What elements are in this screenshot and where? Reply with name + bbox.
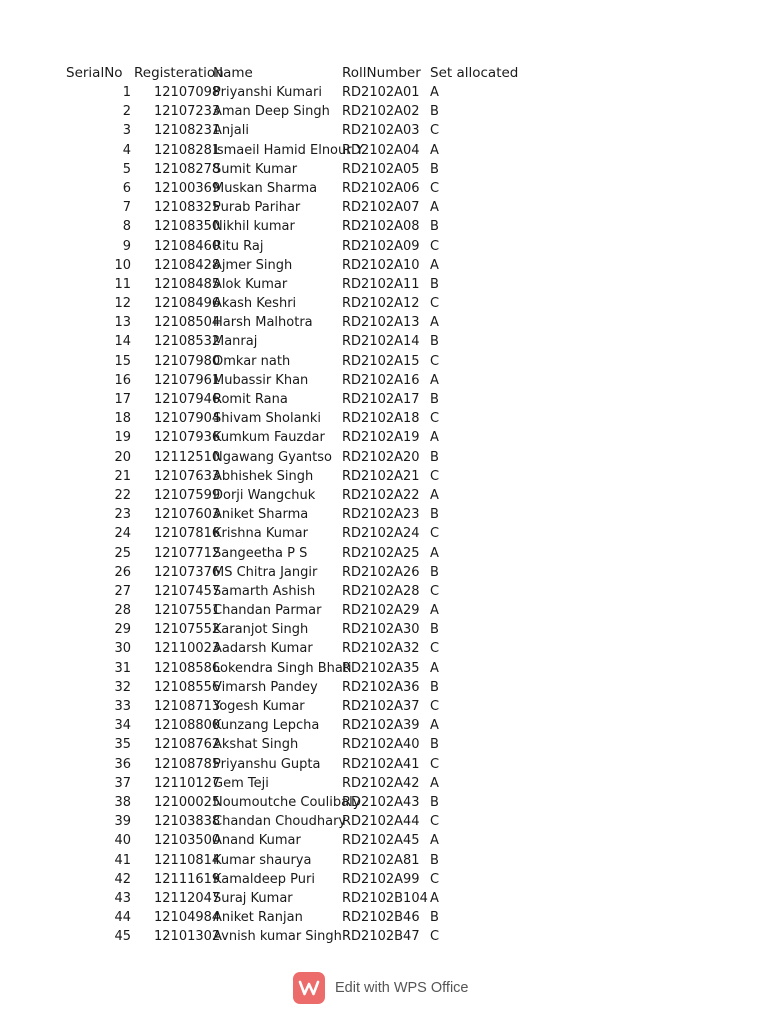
- set-cell: B: [430, 276, 439, 292]
- set-cell: B: [430, 910, 439, 926]
- roll-number-cell: RD2102A07: [342, 200, 420, 216]
- serial-cell: 9: [122, 238, 131, 254]
- table-header-row: [0, 63, 768, 83]
- roll-number-cell: RD2102A01: [342, 85, 420, 100]
- table-row: [0, 831, 768, 850]
- table-row: [0, 467, 768, 486]
- roll-number-cell: RD2102A30: [342, 622, 420, 638]
- name-cell: Manraj: [213, 334, 258, 350]
- roll-number-cell: RD2102A05: [342, 161, 420, 177]
- serial-cell: 26: [114, 564, 131, 580]
- roll-number-cell: RD2102A02: [342, 104, 420, 120]
- name-cell: Alok Kumar: [213, 276, 288, 292]
- registration-cell: 12108325: [154, 200, 221, 216]
- table-row: [0, 294, 768, 313]
- registration-cell: 12100025: [154, 794, 221, 810]
- registration-cell: 12108231: [154, 123, 221, 139]
- roll-number-cell: RD2102A03: [342, 123, 420, 139]
- set-cell: B: [430, 622, 439, 638]
- roll-number-cell: RD2102A09: [342, 238, 420, 254]
- table-row: [0, 198, 768, 217]
- name-cell: Kumar shaurya: [213, 852, 312, 868]
- roll-number-cell: RD2102B46: [342, 910, 420, 926]
- roll-number-cell: RD2102A21: [342, 468, 420, 484]
- set-cell: B: [430, 161, 439, 177]
- set-cell: C: [430, 641, 440, 657]
- set-cell: C: [430, 871, 440, 887]
- roll-number-cell: RD2102A40: [342, 737, 420, 753]
- name-cell: Karanjot Singh: [213, 622, 309, 638]
- roll-number-cell: RD2102A08: [342, 219, 420, 235]
- serial-cell: 41: [114, 852, 131, 868]
- set-cell: C: [430, 526, 440, 542]
- registration-cell: 12112047: [154, 890, 221, 906]
- set-cell: A: [430, 200, 439, 216]
- serial-cell: 44: [114, 910, 131, 926]
- name-cell: Aadarsh Kumar: [213, 641, 313, 657]
- set-cell: C: [430, 929, 440, 945]
- roll-number-cell: RD2102A41: [342, 756, 420, 772]
- table-row: [0, 908, 768, 927]
- roll-number-cell: RD2102A25: [342, 545, 420, 561]
- roll-number-cell: RD2102A23: [342, 507, 420, 523]
- registration-cell: 12111619: [154, 871, 221, 887]
- roll-number-cell: RD2102A16: [342, 372, 420, 388]
- registration-cell: 12112510: [154, 449, 221, 465]
- table-row: [0, 332, 768, 351]
- registration-cell: 12108496: [154, 296, 221, 312]
- name-cell: Nikhil kumar: [213, 219, 295, 235]
- table-row: [0, 755, 768, 774]
- name-cell: Vimarsh Pandey: [213, 679, 318, 695]
- name-cell: Anand Kumar: [213, 833, 301, 849]
- roll-number-cell: RD2102A43: [342, 794, 420, 810]
- set-cell: A: [430, 718, 439, 734]
- table-row: [0, 352, 768, 371]
- table-row: [0, 179, 768, 198]
- name-cell: Anjali: [213, 123, 249, 139]
- set-cell: A: [430, 372, 439, 388]
- serial-cell: 11: [114, 276, 131, 292]
- registration-cell: 12107552: [154, 622, 221, 638]
- registration-cell: 12107457: [154, 583, 221, 599]
- set-cell: C: [430, 756, 440, 772]
- table-row: [0, 448, 768, 467]
- serial-cell: 31: [114, 660, 131, 676]
- table-row: [0, 889, 768, 908]
- table-row: [0, 160, 768, 179]
- set-cell: C: [430, 180, 440, 196]
- roll-number-cell: RD2102A14: [342, 334, 420, 350]
- name-cell: Aniket Ranjan: [213, 910, 303, 926]
- name-cell: Sumit Kumar: [213, 161, 298, 177]
- serial-cell: 17: [114, 392, 131, 407]
- set-cell: C: [430, 583, 440, 599]
- table-row: [0, 639, 768, 658]
- table-row: [0, 121, 768, 140]
- roll-number-cell: RD2102A32: [342, 641, 420, 657]
- roll-number-cell: RD2102A19: [342, 430, 420, 446]
- name-cell: Chandan Parmar: [213, 603, 322, 619]
- table-row: [0, 774, 768, 793]
- serial-cell: 16: [114, 372, 131, 388]
- registration-cell: 12107376: [154, 564, 221, 580]
- name-cell: Omkar nath: [213, 353, 291, 369]
- roll-number-cell: RD2102A26: [342, 564, 420, 580]
- set-cell: A: [430, 315, 439, 331]
- roll-number-cell: RD2102A13: [342, 315, 420, 331]
- table-row: [0, 735, 768, 754]
- set-cell: B: [430, 737, 439, 753]
- registration-cell: 12108504: [154, 315, 221, 331]
- name-cell: Priyanshi Kumari: [213, 85, 322, 100]
- registration-cell: 12108762: [154, 737, 221, 753]
- roll-number-cell: RD2102A18: [342, 411, 420, 427]
- serial-cell: 29: [114, 622, 131, 638]
- roll-number-cell: RD2102A36: [342, 679, 420, 695]
- set-cell: B: [430, 334, 439, 350]
- registration-cell: 12107816: [154, 526, 221, 542]
- table-row: [0, 678, 768, 697]
- set-cell: A: [430, 85, 439, 100]
- set-cell: C: [430, 699, 440, 714]
- registration-cell: 12107961: [154, 372, 221, 388]
- name-cell: Kamaldeep Puri: [213, 871, 315, 887]
- registration-cell: 12110814: [154, 852, 221, 868]
- registration-cell: 12108350: [154, 219, 221, 235]
- serial-cell: 21: [114, 468, 131, 484]
- registration-cell: 12100369: [154, 180, 221, 196]
- registration-cell: 12103500: [154, 833, 221, 849]
- serial-cell: 40: [114, 833, 131, 849]
- table-row: [0, 620, 768, 639]
- table-row: [0, 217, 768, 236]
- header-registration: Registeration: [134, 65, 224, 81]
- registration-cell: 12108428: [154, 257, 221, 273]
- table-row: [0, 927, 768, 946]
- registration-cell: 12108785: [154, 756, 221, 772]
- set-cell: B: [430, 679, 439, 695]
- roll-number-cell: RD2102A37: [342, 699, 420, 714]
- header-serial: SerialNo: [66, 65, 123, 81]
- set-cell: B: [430, 392, 439, 407]
- registration-cell: 12107603: [154, 507, 221, 523]
- set-cell: A: [430, 257, 439, 273]
- roll-number-cell: RD2102A39: [342, 718, 420, 734]
- set-cell: C: [430, 411, 440, 427]
- serial-cell: 43: [114, 890, 131, 906]
- registration-cell: 12107599: [154, 487, 221, 503]
- registration-cell: 12107936: [154, 430, 221, 446]
- set-cell: A: [430, 430, 439, 446]
- set-cell: B: [430, 794, 439, 810]
- registration-cell: 12110023: [154, 641, 221, 657]
- roll-number-cell: RD2102A10: [342, 257, 420, 273]
- set-cell: B: [430, 852, 439, 868]
- registration-cell: 12108556: [154, 679, 221, 695]
- serial-cell: 38: [114, 794, 131, 810]
- table-row: [0, 851, 768, 870]
- name-cell: Suraj Kumar: [213, 890, 293, 906]
- name-cell: Romit Rana: [213, 392, 288, 407]
- table-row: [0, 390, 768, 409]
- name-cell: Avnish kumar Singh: [213, 929, 342, 945]
- serial-cell: 33: [114, 699, 131, 714]
- registration-cell: 12107098: [154, 85, 221, 100]
- serial-cell: 32: [114, 679, 131, 695]
- header-set-allocated: Set allocated: [430, 65, 519, 81]
- table-row: [0, 524, 768, 543]
- table-row: [0, 237, 768, 256]
- name-cell: Aman Deep Singh: [213, 104, 330, 120]
- name-cell: Priyanshu Gupta: [213, 756, 321, 772]
- set-cell: C: [430, 468, 440, 484]
- table-row: [0, 659, 768, 678]
- roll-number-cell: RD2102A17: [342, 392, 420, 407]
- name-cell: Aniket Sharma: [213, 507, 309, 523]
- table-row: [0, 141, 768, 160]
- table-row: [0, 870, 768, 889]
- table-row: [0, 505, 768, 524]
- serial-cell: 19: [114, 430, 131, 446]
- set-cell: C: [430, 123, 440, 139]
- name-cell: Samarth Ashish: [213, 583, 316, 599]
- roll-number-cell: RD2102A04: [342, 142, 420, 158]
- registration-cell: 12107946: [154, 392, 221, 407]
- serial-cell: 15: [114, 353, 131, 369]
- serial-cell: 28: [114, 603, 131, 619]
- set-cell: A: [430, 775, 439, 791]
- name-cell: Ismaeil Hamid Elnour Y: [213, 142, 364, 158]
- name-cell: Noumoutche Coulibaly: [213, 794, 361, 810]
- roll-number-cell: RD2102A12: [342, 296, 420, 312]
- registration-cell: 12104984: [154, 910, 221, 926]
- registration-cell: 12108281: [154, 142, 221, 158]
- serial-cell: 42: [114, 871, 131, 887]
- serial-cell: 2: [122, 104, 131, 120]
- set-cell: A: [430, 545, 439, 561]
- name-cell: Harsh Malhotra: [213, 315, 313, 331]
- name-cell: Sangeetha P S: [213, 545, 308, 561]
- header-name: Name: [213, 65, 253, 81]
- serial-cell: 14: [114, 334, 131, 350]
- set-cell: C: [430, 814, 440, 830]
- name-cell: Akash Keshri: [213, 296, 297, 312]
- table-row: [0, 601, 768, 620]
- table-row: [0, 275, 768, 294]
- roll-number-cell: RD2102A20: [342, 449, 420, 465]
- set-cell: B: [430, 219, 439, 235]
- table-row: [0, 697, 768, 716]
- name-cell: Mubassir Khan: [213, 372, 309, 388]
- roll-number-cell: RD2102A99: [342, 871, 420, 887]
- table-row: [0, 371, 768, 390]
- registration-cell: 12107712: [154, 545, 221, 561]
- table-row: [0, 563, 768, 582]
- serial-cell: 34: [114, 718, 131, 734]
- table-row: [0, 256, 768, 275]
- serial-cell: 7: [122, 200, 131, 216]
- serial-cell: 27: [114, 583, 131, 599]
- registration-cell: 12108460: [154, 238, 221, 254]
- serial-cell: 23: [114, 507, 131, 523]
- name-cell: Gem Teji: [213, 775, 269, 791]
- registration-cell: 12108278: [154, 161, 221, 177]
- roll-number-cell: RD2102A42: [342, 775, 420, 791]
- registration-cell: 12108586: [154, 660, 221, 676]
- set-cell: C: [430, 353, 440, 369]
- serial-cell: 13: [114, 315, 131, 331]
- set-cell: B: [430, 449, 439, 465]
- table-row: [0, 409, 768, 428]
- roll-number-cell: RD2102A28: [342, 583, 420, 599]
- table-body: [0, 83, 768, 946]
- set-cell: C: [430, 238, 440, 254]
- registration-cell: 12108532: [154, 334, 221, 350]
- set-cell: A: [430, 603, 439, 619]
- serial-cell: 22: [114, 487, 131, 503]
- registration-cell: 12107633: [154, 468, 221, 484]
- name-cell: Kumkum Fauzdar: [213, 430, 325, 446]
- table-row: [0, 544, 768, 563]
- registration-cell: 12108800: [154, 718, 221, 734]
- roll-number-cell: RD2102A45: [342, 833, 420, 849]
- registration-cell: 12107980: [154, 353, 221, 369]
- name-cell: Muskan Sharma: [213, 180, 318, 196]
- edit-with-wps-button[interactable]: [293, 972, 469, 1004]
- name-cell: Ritu Raj: [213, 238, 264, 254]
- serial-cell: 3: [122, 123, 131, 139]
- table-row: [0, 102, 768, 121]
- registration-cell: 12108713: [154, 699, 221, 714]
- roll-number-cell: RD2102A15: [342, 353, 420, 369]
- name-cell: Chandan Choudhary: [213, 814, 347, 830]
- roll-number-cell: RD2102A24: [342, 526, 420, 542]
- roll-number-cell: RD2102A11: [342, 276, 420, 292]
- name-cell: Ajmer Singh: [213, 257, 293, 273]
- roll-number-cell: RD2102A22: [342, 487, 420, 503]
- serial-cell: 10: [114, 257, 131, 273]
- name-cell: Dorji Wangchuk: [213, 487, 316, 503]
- set-cell: A: [430, 142, 439, 158]
- name-cell: Akshat Singh: [213, 737, 299, 753]
- serial-cell: 6: [122, 180, 131, 196]
- registration-cell: 12107904: [154, 411, 221, 427]
- serial-cell: 45: [114, 929, 131, 945]
- set-cell: C: [430, 296, 440, 312]
- table-row: [0, 313, 768, 332]
- serial-cell: 12: [114, 296, 131, 312]
- table-row: [0, 83, 768, 102]
- table-row: [0, 812, 768, 831]
- name-cell: Abhishek Singh: [213, 468, 314, 484]
- registration-cell: 12107551: [154, 603, 221, 619]
- set-cell: A: [430, 660, 439, 676]
- wps-logo-icon: [293, 972, 325, 1004]
- name-cell: Shivam Sholanki: [213, 411, 321, 427]
- roll-number-cell: RD2102B47: [342, 929, 420, 945]
- serial-cell: 39: [114, 814, 131, 830]
- set-cell: B: [430, 104, 439, 120]
- registration-cell: 12101302: [154, 929, 221, 945]
- set-cell: A: [430, 890, 439, 906]
- name-cell: Kunzang Lepcha: [213, 718, 320, 734]
- roll-number-cell: RD2102A29: [342, 603, 420, 619]
- name-cell: Lokendra Singh Bhati: [213, 660, 352, 676]
- table-row: [0, 428, 768, 447]
- table-row: [0, 716, 768, 735]
- name-cell: Yogesh Kumar: [213, 699, 305, 714]
- name-cell: Purab Parihar: [213, 200, 301, 216]
- registration-cell: 12107233: [154, 104, 221, 120]
- set-cell: B: [430, 507, 439, 523]
- name-cell: Krishna Kumar: [213, 526, 308, 542]
- set-cell: B: [430, 564, 439, 580]
- serial-cell: 36: [114, 756, 131, 772]
- edit-with-wps-label: Edit with WPS Office: [335, 980, 469, 996]
- serial-cell: 1: [122, 85, 131, 100]
- serial-cell: 20: [114, 449, 131, 465]
- table-row: [0, 486, 768, 505]
- name-cell: Ngawang Gyantso: [213, 449, 332, 465]
- roll-number-cell: RD2102A81: [342, 852, 420, 868]
- serial-cell: 35: [114, 737, 131, 753]
- serial-cell: 8: [122, 219, 131, 235]
- registration-cell: 12103838: [154, 814, 221, 830]
- header-roll-number: RollNumber: [342, 65, 421, 81]
- table-row: [0, 793, 768, 812]
- student-set-table: [0, 63, 768, 946]
- serial-cell: 24: [114, 526, 131, 542]
- serial-cell: 37: [114, 775, 131, 791]
- roll-number-cell: RD2102A35: [342, 660, 420, 676]
- registration-cell: 12110127: [154, 775, 221, 791]
- set-cell: A: [430, 833, 439, 849]
- serial-cell: 25: [114, 545, 131, 561]
- set-cell: A: [430, 487, 439, 503]
- roll-number-cell: RD2102A44: [342, 814, 420, 830]
- serial-cell: 30: [114, 641, 131, 657]
- serial-cell: 18: [114, 411, 131, 427]
- serial-cell: 4: [122, 142, 131, 158]
- roll-number-cell: RD2102B104: [342, 890, 428, 906]
- registration-cell: 12108485: [154, 276, 221, 292]
- name-cell: MS Chitra Jangir: [213, 564, 318, 580]
- serial-cell: 5: [122, 161, 131, 177]
- roll-number-cell: RD2102A06: [342, 180, 420, 196]
- table-row: [0, 582, 768, 601]
